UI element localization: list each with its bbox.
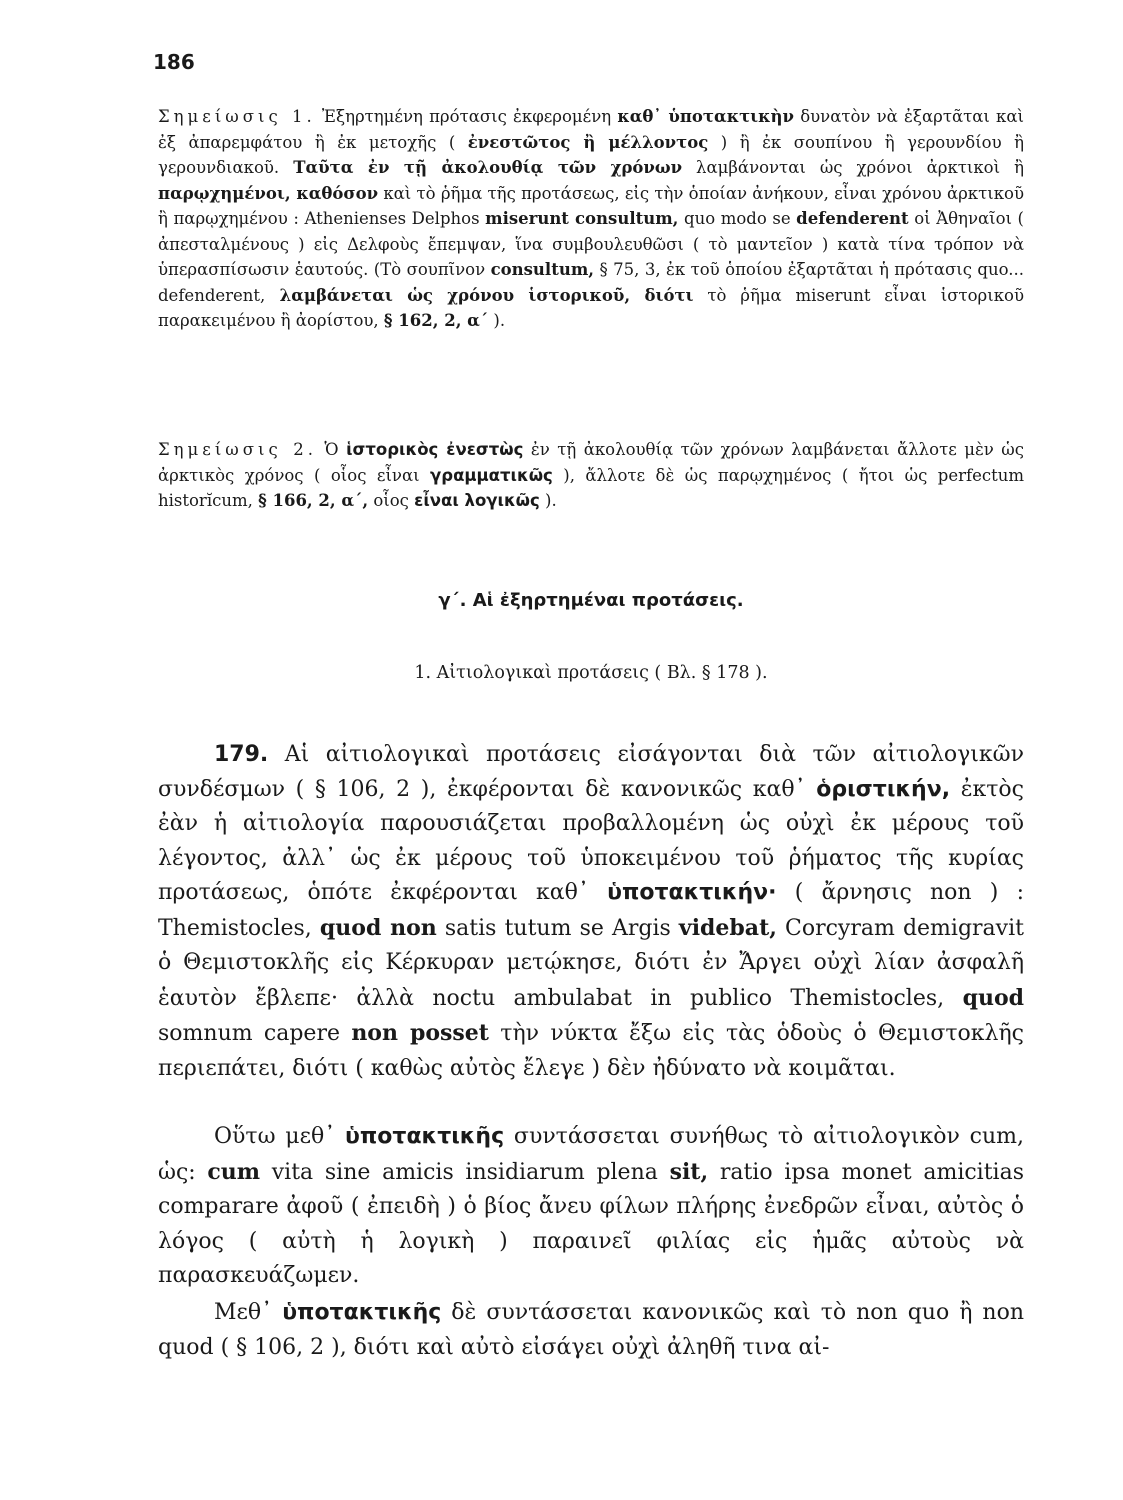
note-2-bold: § 166, 2, α´, (258, 491, 369, 510)
paragraph-cum (158, 1120, 1024, 1294)
note-1-bold: Ταῦτα ἐν τῇ ἀκολουθίᾳ τῶν χρόνων (293, 158, 683, 177)
paragraph-text: συντάσσεται συνήθως τὸ αἰτιολογικὸν cum, ὡς: (158, 1124, 1024, 1185)
note-1-bold: miserunt consultum, (485, 209, 679, 228)
paragraph-bold: non posset (351, 1020, 489, 1046)
note-1-bold: καθ᾽ ὑποτακτικὴν (617, 107, 794, 126)
note-1-bold: παρῳχημένοι, καθόσον (158, 183, 379, 203)
note-2 (158, 437, 1024, 514)
paragraph-text: ( ἄρνησις non ) : Themistocles, (158, 880, 1024, 941)
note-2-label: Σημείωσις 2. (158, 440, 317, 459)
paragraph-text: Οὕτω μεθ᾽ (214, 1124, 346, 1149)
note-1-text: Ἐξηρτημένη πρότασις ἐκφερομένη (321, 107, 618, 126)
paragraph-text: Αἱ αἰτιολογικαὶ προτάσεις εἰσάγονται διὰ τῶν αἰτιολογικῶν συνδέσμων ( § 106, 2 ), ἐκφέρονται δὲ κανονικῶς καθ᾽ (158, 742, 1024, 802)
note-1-text: quo modo se (678, 209, 797, 228)
paragraph-non-quod (158, 1296, 1024, 1365)
note-2-text: ἐν τῇ ἀκολουθίᾳ τῶν χρόνων λαμβάνεται ἄλλοτε μὲν ὡς ἀρκτικὸς χρόνος ( οἷος εἶναι (158, 440, 1024, 485)
section-number: 179. (214, 742, 269, 767)
note-1-bold: defenderent (796, 209, 909, 228)
paragraph-text: δὲ συντάσσεται κανονικῶς καὶ τὸ non quo ἢ non quod ( § 106, 2 ), διότι καὶ αὐτὸ εἰσάγει οὐχὶ ἀληθῆ τινα αἰ- (158, 1300, 1024, 1360)
paragraph-text: somnum capere (158, 1021, 352, 1046)
paragraph-bold: ὑποτακτικήν· (607, 880, 777, 905)
note-2-text: οἷος (368, 491, 415, 510)
paragraph-text: satis tutum se Argis (436, 915, 679, 941)
paragraph-text: ratio ipsa monet amicitias comparare ἀφοῦ ( ἐπειδὴ ) ὁ βίος ἄνευ φίλων πλήρης ἐνεδρῶν εἶναι, αὐτὸς ὁ λόγος ( αὐτὴ ἡ λογικὴ ) παραινεῖ φιλίας εἰς ἡμᾶς αὐτοὺς νὰ παρασκευάζωμεν. (158, 1159, 1024, 1288)
note-1-bold: § 162, 2, α´ (383, 311, 489, 330)
page-number: 186 (153, 50, 195, 74)
paragraph-bold: ὑποτακτικῆς (345, 1124, 505, 1149)
section-heading: γ´. Αἱ ἐξηρτημέναι προτάσεις. (438, 590, 744, 611)
note-1-text: τὸ ῥῆμα miserunt εἶναι ἱστορικοῦ παρακειμένου ἢ ἀορίστου, (158, 285, 1024, 330)
note-2-text: Ὁ (316, 440, 347, 459)
note-1-text: ). (488, 311, 506, 330)
paragraph-bold: ὁριστικήν, (816, 776, 951, 802)
note-2-bold: ἱστορικὸς ἐνεστὼς (346, 440, 524, 459)
note-1-bold: consultum, (490, 260, 595, 279)
paragraph-text: τὴν νύκτα ἔξω εἰς τὰς ὁδοὺς ὁ Θεμιστοκλῆς περιεπάτει, διότι ( καθὼς αὐτὸς ἔλεγε ) δὲν ἠδύνατο νὰ κοιμᾶται. (158, 1021, 1024, 1081)
paragraph-text: Μεθ᾽ (214, 1300, 283, 1325)
note-1-label: Σημείωσις 1. (158, 107, 316, 126)
note-1-bold: λαμβάνεται ὡς χρόνου ἱστορικοῦ, (265, 285, 645, 305)
note-2-text: ). (539, 491, 557, 510)
section-subheading: 1. Αἰτιολογικαὶ προτάσεις ( Βλ. § 178 ). (414, 663, 768, 683)
note-1-text: λαμβάνονται ὡς χρόνοι ἀρκτικοὶ ἢ (682, 158, 1024, 177)
note-2-text: ), ἄλλοτε δὲ ὡς παρῳχημένος ( ἤτοι ὡς perfectum historĭcum, (158, 465, 1024, 510)
note-2-bold: γραμματικῶς (430, 465, 553, 485)
note-1-text: οἱ Ἀθηναῖοι ( ἀπεσταλμένους ) εἰς Δελφοὺς ἔπεμψαν, ἵνα συμβουλευθῶσι ( τὸ μαντεῖον ) κατὰ τίνα τρόπον νὰ ὑπερασπίσωσιν ἑαυτούς. (Τὸ σουπῖνον (158, 209, 1024, 279)
note-1 (158, 104, 1024, 334)
paragraph-179 (158, 738, 1024, 1086)
paragraph-bold: quod (962, 984, 1024, 1011)
note-2-bold: εἶναι λογικῶς (414, 491, 540, 510)
note-1-bold: ἐνεστῶτος ἢ μέλλοντος (467, 132, 709, 152)
paragraph-bold: cum (207, 1158, 261, 1185)
note-1-bold: διότι (644, 285, 694, 305)
paragraph-text: ἐκτὸς ἐὰν ἡ αἰτιολογία παρουσιάζεται προβαλλομένη ὡς οὐχὶ ἐκ μέρους τοῦ λέγοντος, ἀλλ᾽ ὡς ἐκ μέρους τοῦ ὑποκειμένου τοῦ ῥήματος τῆς κυρίας προτάσεως, ὁπότε ἐκφέρονται καθ᾽ (158, 776, 1024, 905)
note-1-text: δυνατὸν νὰ ἐξαρτᾶται καὶ ἐξ ἀπαρεμφάτου ἢ ἐκ μετοχῆς ( (158, 107, 1024, 152)
note-1-text: καὶ τὸ ῥῆμα τῆς προτάσεως, εἰς τὴν ὁποίαν ἀνήκουν, εἶναι χρόνου ἀρκτικοῦ ἢ παρῳχημένου : Athenienses Delphos (158, 183, 1024, 228)
paragraph-bold: sit, (669, 1158, 709, 1185)
note-1-text: § 75, 3, ἐκ τοῦ ὁποίου ἐξαρτᾶται ἡ πρότασις quo... (594, 260, 1024, 279)
paragraph-bold: ὑποτακτικῆς (282, 1300, 442, 1325)
note-1-text: ) ἢ ἐκ σουπίνου ἢ γερουνδίου ἢ γερουνδιακοῦ. (158, 132, 1025, 177)
paragraph-bold: quod non (319, 914, 437, 941)
paragraph-text: Corcyram demigravit ὁ Θεμιστοκλῆς εἰς Κέρκυραν μετῴκησε, διότι ἐν Ἄργει οὐχὶ λίαν ἀσφαλῆ ἑαυτὸν ἔβλεπε· ἀλλὰ noctu ambulabat in publico Themistocles, (158, 915, 1024, 1011)
paragraph-text: vita sine amicis insidiarum plena (260, 1159, 670, 1185)
paragraph-bold: videbat, (678, 914, 777, 941)
note-1-text: defenderent, (158, 285, 266, 305)
